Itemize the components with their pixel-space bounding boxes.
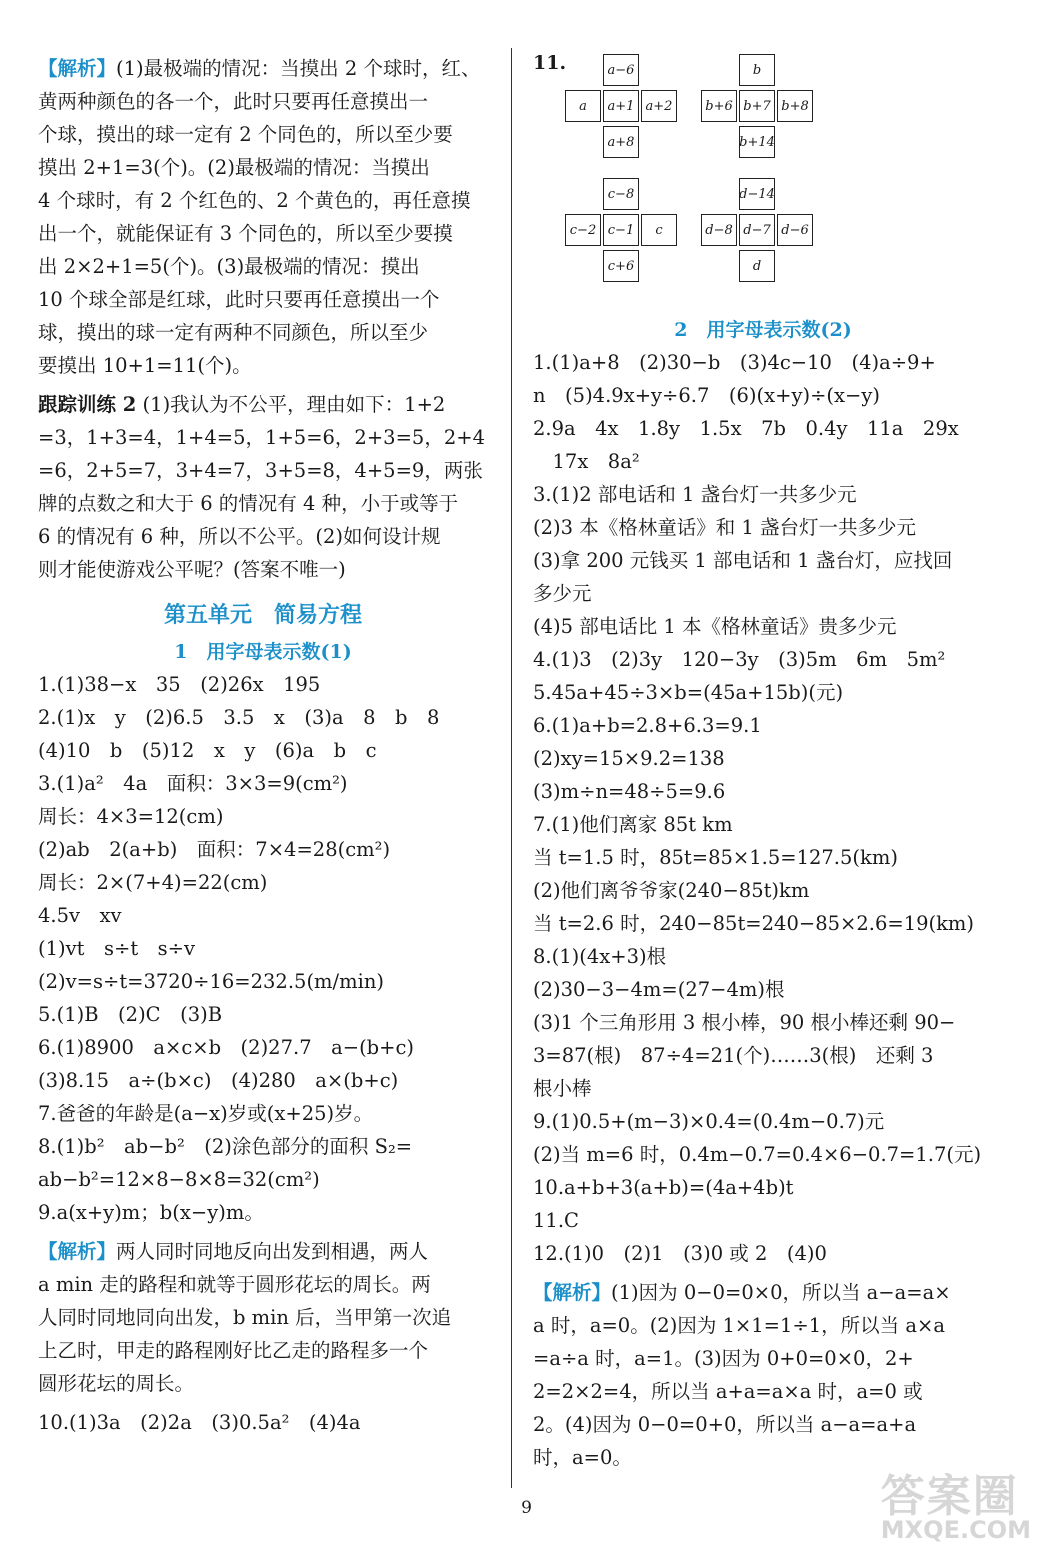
answer-line: (2)v=s÷t=3720÷16=232.5(m/min) [38, 970, 385, 993]
answer-line: 3.(1)a² 4a 面积：3×3=9(cm²) [38, 772, 348, 795]
track-line-0: 跟踪训练 2 (1)我认为不公平，理由如下：1+2 [38, 393, 446, 416]
question-11-label: 11. [533, 52, 567, 74]
cross-cell: a [565, 90, 601, 122]
track-label: 跟踪训练 2 [38, 393, 137, 416]
analysis-line: 出一个，就能保证有 3 个同色的，所以至少要摸 [38, 222, 453, 245]
watermark-url: MXQE.COM [880, 1516, 1031, 1544]
analysis-line: 要摸出 10+1=11(个)。 [38, 354, 252, 377]
answer-line: 根小棒 [533, 1077, 592, 1100]
analysis-label: 【解析】 [38, 1240, 117, 1263]
answer-line: 5.45a+45÷3×b=(45a+15b)(元) [533, 681, 844, 704]
analysis-label: 【解析】 [533, 1281, 612, 1304]
cross-cell: c−8 [603, 178, 639, 210]
answer-line: 6.(1)8900 a×c×b (2)27.7 a−(b+c) [38, 1036, 415, 1059]
answer-line: n (5)4.9x+y÷6.7 (6)(x+y)÷(x−y) [533, 384, 880, 407]
answer-line: 8.(1)b² ab−b² (2)涂色部分的面积 S₂= [38, 1135, 413, 1158]
analysis-line: 球，摸出的球一定有两种不同颜色，所以至少 [38, 321, 429, 344]
answer-line: 当 t=2.6 时，240−85t=240−85×2.6=19(km) [533, 912, 975, 935]
analysis-line: 黄两种颜色的各一个，此时只要再任意摸出一 [38, 90, 429, 113]
analysis-line: 10 个球全部是红球，此时只要再任意摸出一个 [38, 288, 440, 311]
cross-cell: a+2 [641, 90, 677, 122]
answer-line: (2)30−3−4m=(27−4m)根 [533, 978, 785, 1001]
answer-line: ab−b²=12×8−8×8=32(cm²) [38, 1168, 320, 1191]
answer-line: 7.(1)他们离家 85t km [533, 813, 733, 836]
cross-cell: d [739, 250, 775, 282]
track-line: 牌的点数之和大于 6 的情况有 4 种，小于或等于 [38, 492, 459, 515]
answer-line: 4.(1)3 (2)3y 120−3y (3)5m 6m 5m² [533, 648, 946, 671]
answer-line: (2)xy=15×9.2=138 [533, 747, 725, 770]
analysis3-line: =a÷a 时，a=1。(3)因为 0+0=0×0，2+ [533, 1347, 914, 1370]
answer-line: (3)8.15 a÷(b×c) (4)280 a×(b+c) [38, 1069, 399, 1092]
answer-line: 多少元 [533, 582, 592, 605]
analysis3-line: 时，a=0。 [533, 1446, 632, 1469]
answer-line: (2)当 m=6 时，0.4m−0.7=0.4×6−0.7=1.7(元) [533, 1143, 982, 1166]
analysis3-line: 2。(4)因为 0−0=0+0，所以当 a−a=a+a [533, 1413, 917, 1436]
analysis-line: 出 2×2+1=5(个)。(3)最极端的情况：摸出 [38, 255, 420, 278]
analysis-line-0: 【解析】(1)最极端的情况：当摸出 2 个球时，红、 [38, 57, 481, 80]
cross-cell: d−8 [701, 214, 737, 246]
cross-cell: c+6 [603, 250, 639, 282]
answer-line: 5.(1)B (2)C (3)B [38, 1003, 223, 1026]
answer-line: 9.(1)0.5+(m−3)×0.4=(0.4m−0.7)元 [533, 1110, 885, 1133]
track-line: =6，2+5=7，3+4=7，3+5=8，4+5=9，两张 [38, 459, 483, 482]
answer-line: (2)ab 2(a+b) 面积：7×4=28(cm²) [38, 838, 391, 861]
right-column [533, 52, 993, 1474]
answer-line: (4)10 b (5)12 x y (6)a b c [38, 739, 377, 762]
cross-cell: d−14 [739, 178, 775, 210]
answer-line: 2.(1)x y (2)6.5 3.5 x (3)a 8 b 8 [38, 706, 440, 729]
answer-line: 3=87(根) 87÷4=21(个)……3(根) 还剩 3 [533, 1044, 934, 1067]
cross-cell: d−6 [777, 214, 813, 246]
analysis3-line: a 时，a=0。(2)因为 1×1=1÷1，所以当 a×a [533, 1314, 945, 1337]
analysis2-line: 人同时同地同向出发，b min 后，当甲第一次追 [38, 1306, 452, 1329]
answer-line: 3.(1)2 部电话和 1 盏台灯一共多少元 [533, 483, 857, 506]
answer-line: 8.(1)(4x+3)根 [533, 945, 667, 968]
analysis2-line-0: 【解析】两人同时同地反向出发到相遇，两人 [38, 1240, 429, 1263]
answer-line: (1)vt s÷t s÷v [38, 937, 196, 960]
track-line: 6 的情况有 6 种，所以不公平。(2)如何设计规 [38, 525, 441, 548]
cross-cell: d−7 [739, 214, 775, 246]
answer-line: 17x 8a² [533, 450, 640, 473]
answer-line: 1.(1)38−x 35 (2)26x 195 [38, 673, 321, 696]
chapter-title: 第五单元 简易方程 [163, 602, 362, 628]
answer-line: 1.(1)a+8 (2)30−b (3)4c−10 (4)a÷9+ [533, 351, 936, 374]
answer-line: (3)拿 200 元钱买 1 部电话和 1 盏台灯，应找回 [533, 549, 953, 572]
left-column [38, 52, 488, 1439]
analysis-line: 摸出 2+1=3(个)。(2)最极端的情况：当摸出 [38, 156, 430, 179]
analysis2-line: 圆形花坛的周长。 [38, 1372, 195, 1395]
answer-line: (3)m÷n=48÷5=9.6 [533, 780, 726, 803]
answer-line: (2)3 本《格林童话》和 1 盏台灯一共多少元 [533, 516, 917, 539]
analysis-label: 【解析】 [38, 57, 117, 80]
section-title: 2 用字母表示数(2) [674, 319, 852, 341]
cross-cell: c [641, 214, 677, 246]
cross-diagrams [533, 52, 993, 314]
cross-cell: a−6 [603, 54, 639, 86]
page-number: 9 [521, 1498, 532, 1518]
section-title: 1 用字母表示数(1) [174, 641, 352, 663]
column-divider [511, 48, 512, 1488]
answer-line: 11.C [533, 1209, 579, 1232]
analysis2-line: 上乙时，甲走的路程刚好比乙走的路程多一个 [38, 1339, 429, 1362]
watermark [881, 1460, 1031, 1544]
answer-line: 10.(1)3a (2)2a (3)0.5a² (4)4a [38, 1411, 361, 1434]
cross-cell: c−1 [603, 214, 639, 246]
answer-line: 周长：2×(7+4)=22(cm) [38, 871, 268, 894]
analysis3-line-0: 【解析】(1)因为 0−0=0×0，所以当 a−a=a× [533, 1281, 951, 1304]
answer-line: (2)他们离爷爷家(240−85t)km [533, 879, 810, 902]
cross-cell: b [739, 54, 775, 86]
answer-line: 4.5v xv [38, 904, 122, 927]
cross-cell: b+6 [701, 90, 737, 122]
cross-cell: a+1 [603, 90, 639, 122]
answer-line: 7.爸爸的年龄是(a−x)岁或(x+25)岁。 [38, 1102, 374, 1125]
track-line: 则才能使游戏公平呢？(答案不唯一) [38, 558, 346, 581]
answer-line: (4)5 部电话比 1 本《格林童话》贵多少元 [533, 615, 897, 638]
answer-line: 12.(1)0 (2)1 (3)0 或 2 (4)0 [533, 1242, 827, 1265]
cross-cell: b+7 [739, 90, 775, 122]
cross-cell: b+14 [739, 126, 775, 158]
answer-line: 2.9a 4x 1.8y 1.5x 7b 0.4y 11a 29x [533, 417, 959, 440]
answer-line: 10.a+b+3(a+b)=(4a+4b)t [533, 1176, 794, 1199]
answer-line: 9.a(x+y)m；b(x−y)m。 [38, 1201, 264, 1224]
analysis-line: 4 个球时，有 2 个红色的、2 个黄色的，再任意摸 [38, 189, 471, 212]
track-line: =3，1+3=4，1+4=5，1+5=6，2+3=5，2+4 [38, 426, 485, 449]
answer-line: (3)1 个三角形用 3 根小棒，90 根小棒还剩 90− [533, 1011, 956, 1034]
answer-line: 6.(1)a+b=2.8+6.3=9.1 [533, 714, 762, 737]
analysis-line: 个球，摸出的球一定有 2 个同色的，所以至少要 [38, 123, 453, 146]
cross-cell: a+8 [603, 126, 639, 158]
analysis3-line: 2=2×2=4，所以当 a+a=a×a 时，a=0 或 [533, 1380, 923, 1403]
answer-line: 周长：4×3=12(cm) [38, 805, 224, 828]
cross-cell: b+8 [777, 90, 813, 122]
watermark-logo-text: 答案圈 [880, 1471, 1019, 1522]
cross-cell: c−2 [565, 214, 601, 246]
answer-line: 当 t=1.5 时，85t=85×1.5=127.5(km) [533, 846, 898, 869]
analysis2-line: a min 走的路程和就等于圆形花坛的周长。两 [38, 1273, 431, 1296]
